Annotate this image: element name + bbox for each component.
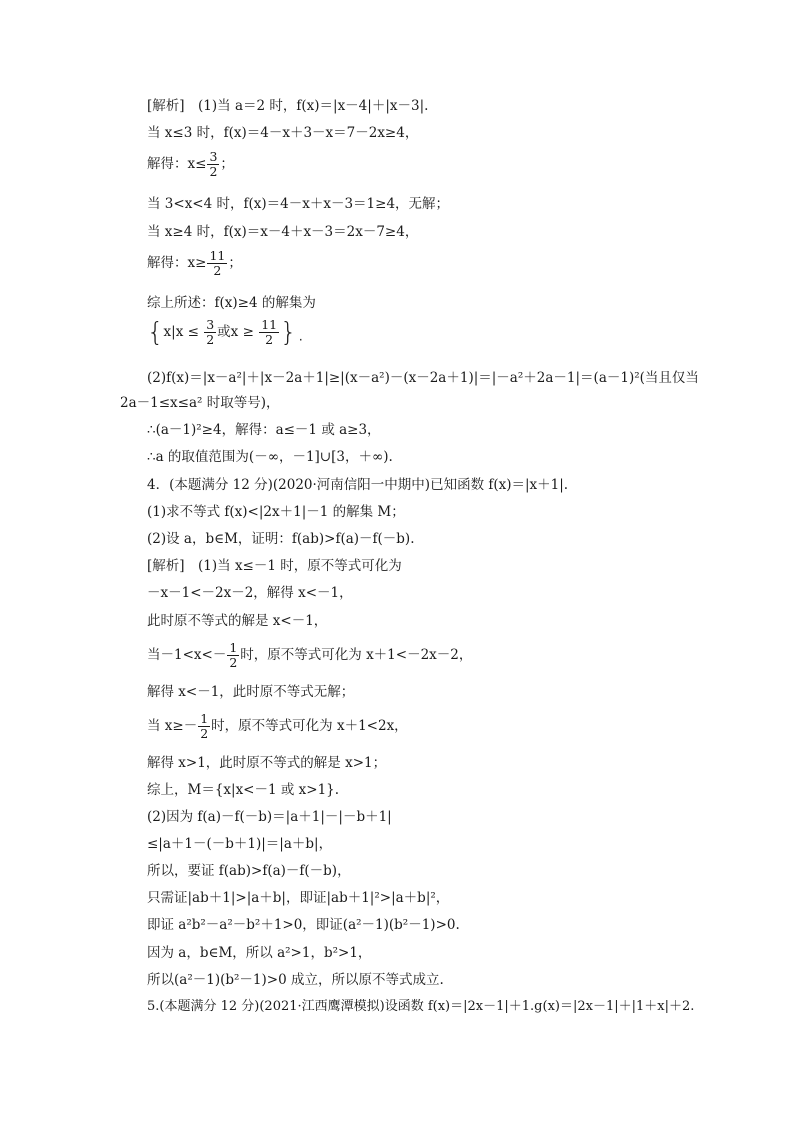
text: 当 x≥－ [147, 718, 198, 734]
fraction [204, 318, 216, 347]
solution-4-line-6 [147, 712, 408, 741]
open-brace: { [147, 317, 164, 348]
solution-4-line-4 [147, 641, 472, 670]
text: 当－1<x<－ [147, 647, 227, 663]
numerator: 3 [206, 317, 215, 332]
solution-4-line-7: 解得 x>1，此时原不等式的解是 x>1； [147, 755, 387, 771]
denominator: 2 [209, 164, 218, 179]
set-text: 或x ≥ [217, 324, 259, 340]
text: ； [220, 156, 234, 172]
solution-line-10: 2a－1≤x≤a² 时取等号)， [120, 395, 280, 411]
problem-5-title: 5.(本题满分 12 分)(2021·江西鹰潭模拟)设函数 f(x)＝|2x－1|＋1.g(x)＝|2x－1|＋|1＋x|＋2. [147, 999, 695, 1014]
solution-line-5: 当 x≥4 时，f(x)＝x－4＋x－3＝2x－7≥4， [147, 224, 419, 240]
solution-line-7: 综上所述：f(x)≥4 的解集为 [147, 295, 316, 311]
solution-line-1: [解析] (1)当 a＝2 时，f(x)＝|x－4|＋|x－3|. [147, 98, 429, 114]
denominator: 2 [206, 332, 215, 347]
denominator: 2 [229, 655, 238, 670]
solution-4-line-10: ≤|a＋1－(－b＋1)|＝|a＋b|， [147, 836, 333, 852]
solution-4-line-12: 只需证|ab＋1|>|a＋b|，即证|ab＋1|²>|a＋b|²， [147, 890, 450, 906]
text: 时，原不等式可化为 x＋1<2x， [211, 718, 408, 734]
solution-4-line-2: －x－1<－2x－2，解得 x<－1， [147, 585, 353, 601]
solution-4-line-15: 所以(a²－1)(b²－1)>0 成立，所以原不等式成立. [147, 972, 444, 988]
set-text: x|x ≤ [163, 324, 204, 340]
fraction [207, 150, 219, 179]
solution-4-line-9: (2)因为 f(a)－f(－b)＝|a＋1|－|－b＋1| [147, 809, 392, 825]
problem-4-part-2: (2)设 a，b∈M，证明：f(ab)>f(a)－f(－b). [147, 531, 415, 547]
fraction [259, 318, 279, 347]
numerator: 3 [209, 149, 218, 164]
solution-4-line-11: 所以，要证 f(ab)>f(a)－f(－b)， [147, 863, 351, 879]
solution-line-12: ∴a 的取值范围为(－∞，－1]∪[3，＋∞). [147, 449, 393, 465]
solution-4-line-13: 即证 a²b²－a²－b²＋1>0，即证(a²－1)(b²－1)>0. [147, 917, 460, 933]
solution-set-line [147, 318, 305, 347]
text: ； [228, 255, 242, 271]
solution-4-line-1: [解析] (1)当 x≤－1 时，原不等式可化为 [147, 558, 402, 574]
numerator: 11 [261, 317, 278, 332]
solution-4-line-8: 综上，M＝{x|x<－1 或 x>1}. [147, 782, 340, 798]
denominator: 2 [200, 726, 209, 741]
close-brace: }. [280, 317, 305, 348]
text: 解得：x≥ [147, 255, 207, 271]
solution-4-line-5: 解得 x<－1，此时原不等式无解； [147, 684, 355, 700]
text: 解得：x≤ [147, 156, 207, 172]
fraction [198, 712, 210, 741]
solution-line-3 [147, 150, 234, 179]
solution-line-9: (2)f(x)＝|x－a²|＋|x－2a＋1|≥|(x－a²)－(x－2a＋1)|＝|－a²＋2a－1|＝(a－1)²(当且仅当 [147, 370, 699, 386]
text: 时，原不等式可化为 x＋1<－2x－2， [240, 647, 473, 663]
solution-line-2: 当 x≤3 时，f(x)＝4－x＋3－x＝7－2x≥4， [147, 125, 419, 141]
problem-4-title: 4．(本题满分 12 分)(2020·河南信阳一中期中)已知函数 f(x)＝|x＋1|. [147, 477, 569, 493]
fraction [227, 641, 239, 670]
numerator: 1 [200, 711, 209, 726]
solution-line-4: 当 3<x<4 时，f(x)＝4－x＋x－3＝1≥4，无解； [147, 196, 450, 212]
problem-4-part-1: (1)求不等式 f(x)<|2x＋1|－1 的解集 M； [147, 504, 405, 520]
numerator: 11 [209, 248, 226, 263]
solution-4-line-3: 此时原不等式的解是 x<－1， [147, 613, 328, 629]
solution-line-11: ∴(a－1)²≥4，解得：a≤－1 或 a≥3， [147, 422, 381, 438]
numerator: 1 [229, 640, 238, 655]
denominator: 2 [265, 332, 274, 347]
solution-line-6 [147, 249, 242, 278]
solution-4-line-14: 因为 a，b∈M，所以 a²>1，b²>1， [147, 945, 372, 961]
fraction [207, 249, 227, 278]
denominator: 2 [213, 263, 222, 278]
